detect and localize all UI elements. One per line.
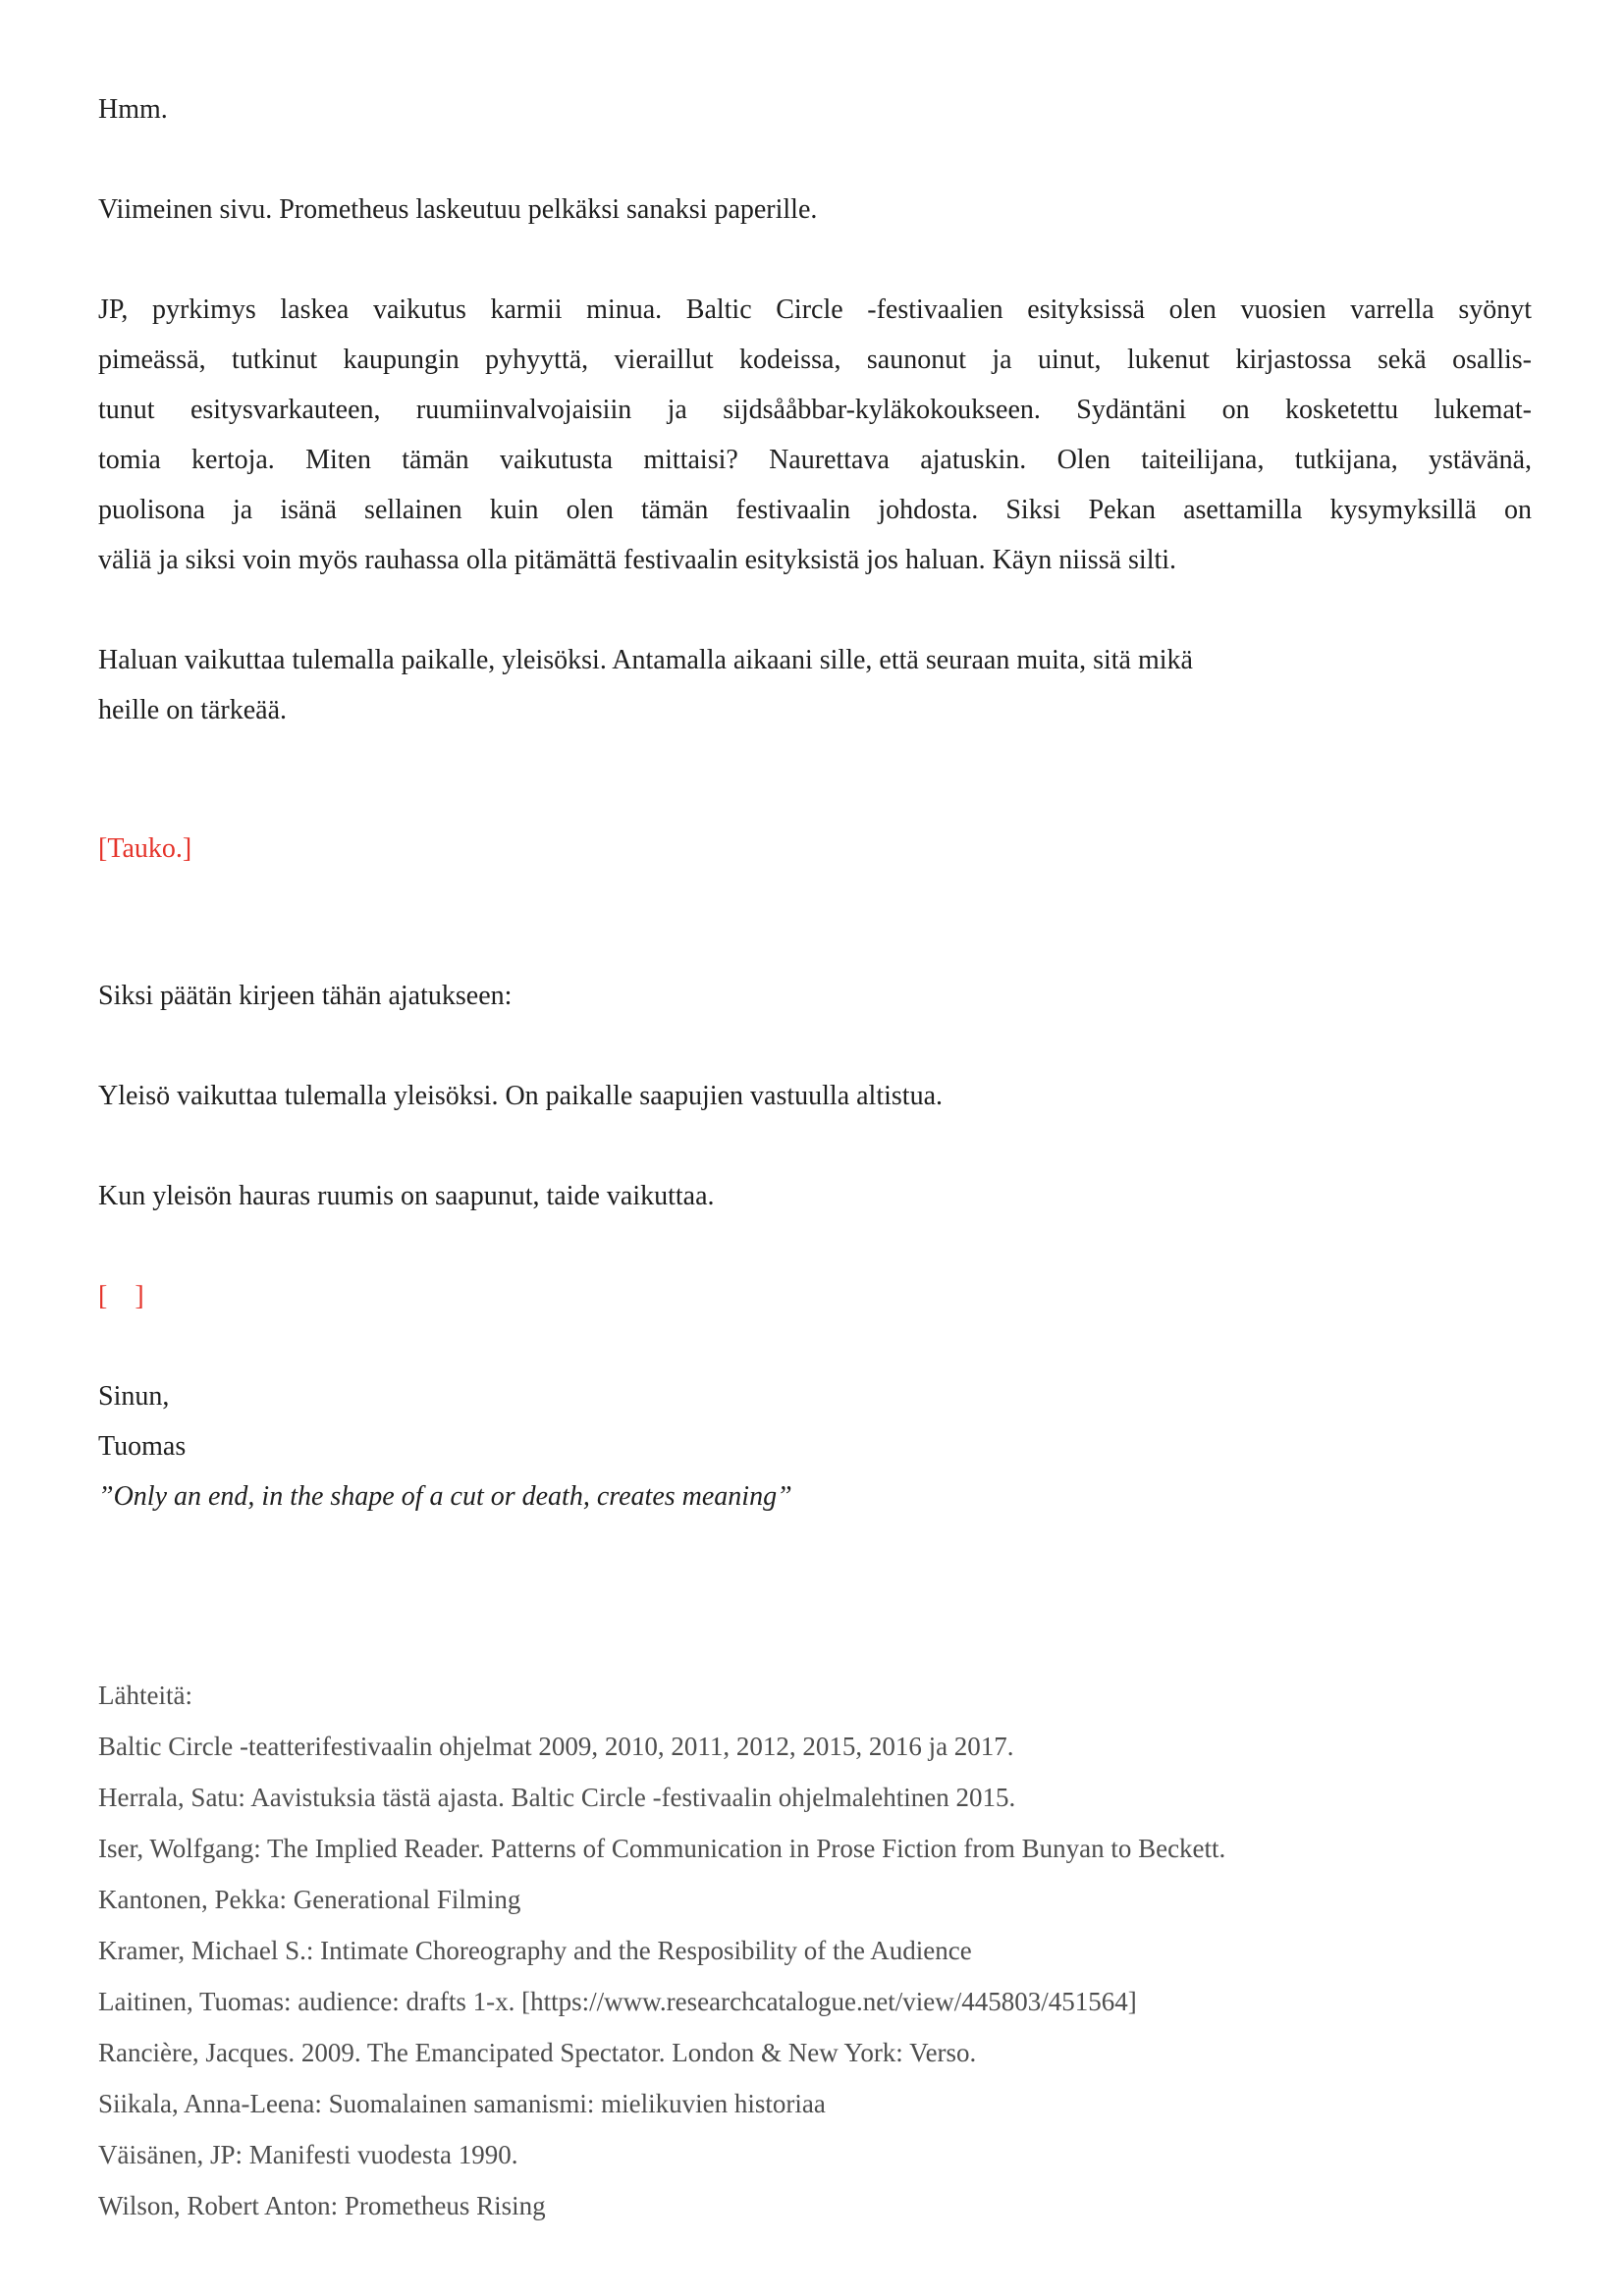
paragraph-hmm: Hmm.	[98, 94, 168, 125]
signature-quote: ”Only an end, in the shape of a cut or death, creates meaning”	[98, 1481, 792, 1512]
sources-section	[98, 1670, 1532, 2231]
text-line: väliä ja siksi voin myös rauhassa olla pitämättä festivaalin esityksistä jos haluan. Käyn niissä silti.	[98, 545, 1177, 575]
paragraph-siksi: Siksi päätän kirjeen tähän ajatukseen:	[98, 981, 513, 1011]
source-item: Wilson, Robert Anton: Prometheus Rising	[98, 2191, 546, 2220]
source-item: Siikala, Anna-Leena: Suomalainen samanismi: mielikuvien historiaa	[98, 2089, 826, 2118]
pause-marker: [Tauko.]	[98, 833, 192, 864]
empty-brackets-marker: [ ]	[98, 1281, 144, 1311]
text-line: JP, pyrkimys laskea vaikutus karmii minua. Baltic Circle -festivaalien esityksissä olen vuosien varrella syönyt	[98, 294, 1532, 325]
paragraph-haluan	[98, 635, 1532, 735]
text-line: tomia kertoja. Miten tämän vaikutusta mittaisi? Naurettava ajatuskin. Olen taiteilijana, tutkijana, ystävänä,	[98, 445, 1532, 475]
source-item: Kantonen, Pekka: Generational Filming	[98, 1885, 521, 1914]
signature-salutation: Sinun,	[98, 1381, 170, 1412]
signature-name: Tuomas	[98, 1431, 187, 1462]
text-line: puolisona ja isänä sellainen kuin olen tämän festivaalin johdosta. Siksi Pekan asettamilla kysymyksillä on	[98, 495, 1532, 525]
source-item: Kramer, Michael S.: Intimate Choreography and the Resposibility of the Audience	[98, 1936, 972, 1965]
source-item: Herrala, Satu: Aavistuksia tästä ajasta. Baltic Circle -festivaalin ohjelmalehtinen 2015.	[98, 1783, 1016, 1812]
paragraph-main	[98, 285, 1532, 585]
source-item: Laitinen, Tuomas: audience: drafts 1-x. [https://www.researchcatalogue.net/view/445803/451564]	[98, 1987, 1137, 2016]
text-line: heille on tärkeää.	[98, 695, 288, 725]
source-item: Rancière, Jacques. 2009. The Emancipated Spectator. London & New York: Verso.	[98, 2038, 977, 2067]
signature	[98, 1371, 1532, 1522]
text-line: pimeässä, tutkinut kaupungin pyhyyttä, vieraillut kodeissa, saunonut ja uinut, lukenut kirjastossa sekä osallis-	[98, 345, 1532, 375]
source-item: Iser, Wolfgang: The Implied Reader. Patterns of Communication in Prose Fiction from Bunyan to Beckett.	[98, 1834, 1226, 1863]
sources-heading: Lähteitä:	[98, 1681, 192, 1710]
paragraph-last-page: Viimeinen sivu. Prometheus laskeutuu pelkäksi sanaksi paperille.	[98, 194, 818, 225]
text-line: Haluan vaikuttaa tulemalla paikalle, yleisöksi. Antamalla aikaani sille, että seuraan muita, sitä mikä	[98, 645, 1193, 675]
source-item: Väisänen, JP: Manifesti vuodesta 1990.	[98, 2140, 518, 2169]
source-item: Baltic Circle -teatterifestivaalin ohjelmat 2009, 2010, 2011, 2012, 2015, 2016 ja 2017.	[98, 1732, 1014, 1761]
paragraph-kun: Kun yleisön hauras ruumis on saapunut, taide vaikuttaa.	[98, 1181, 715, 1211]
paragraph-yleiso: Yleisö vaikuttaa tulemalla yleisöksi. On paikalle saapujien vastuulla altistua.	[98, 1081, 944, 1111]
text-line: tunut esitysvarkauteen, ruumiinvalvojaisiin ja sijdsååbbar-kyläkokoukseen. Sydäntäni on kosketettu lukemat-	[98, 395, 1532, 425]
